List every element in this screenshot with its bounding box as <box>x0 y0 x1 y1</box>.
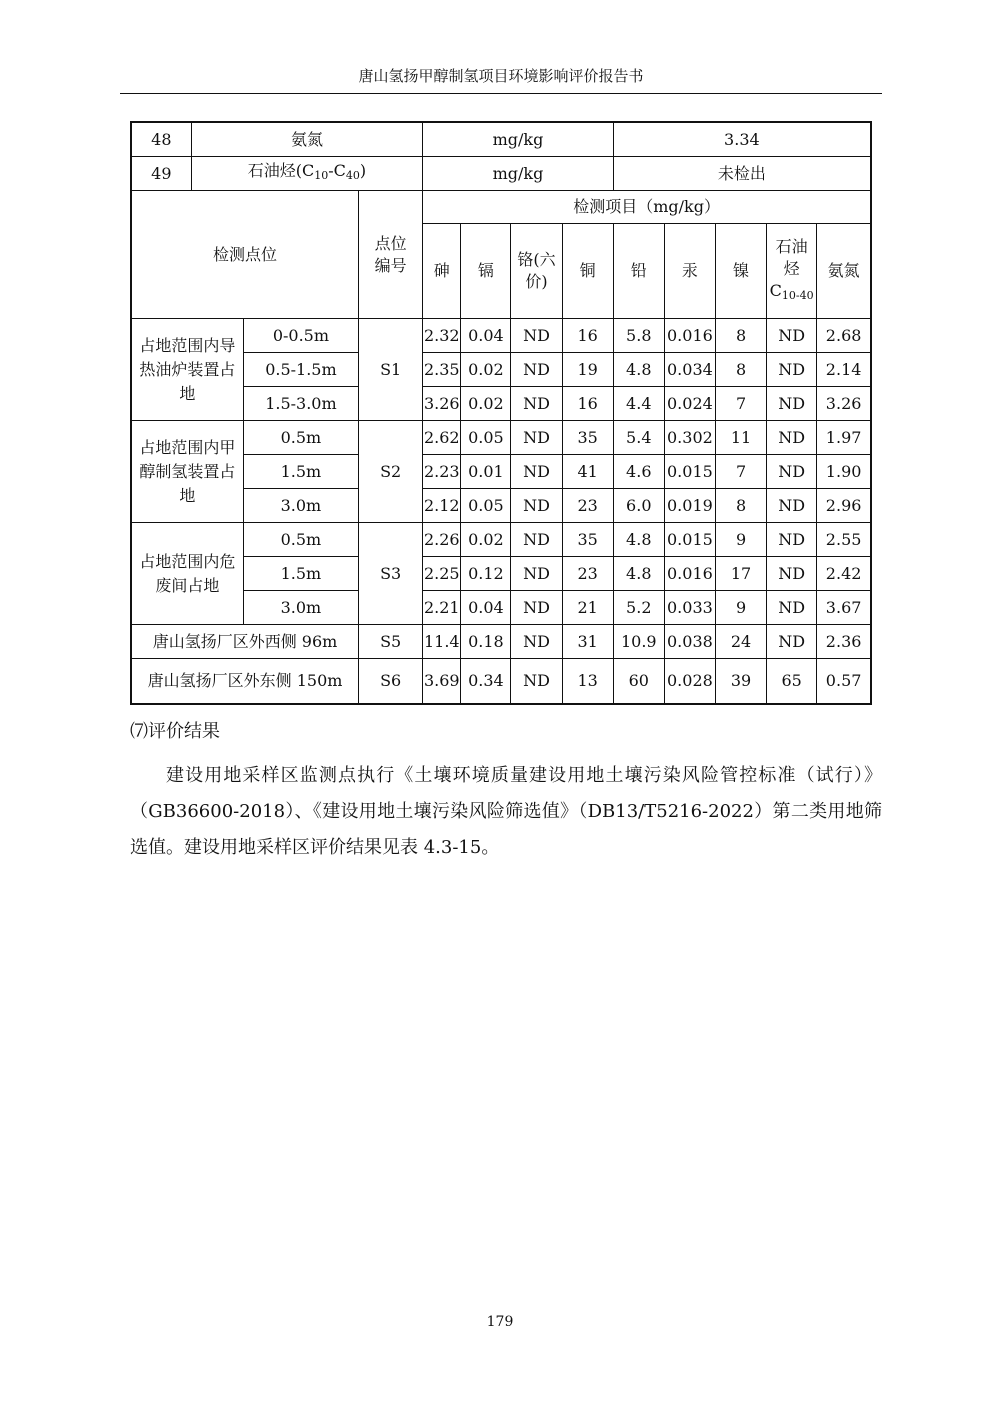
location-cell: 占地范围内甲 醇制氢装置占 地 <box>131 421 243 523</box>
point-header: 点位 编号 <box>359 191 423 319</box>
value-cell: 2.62 <box>423 421 461 455</box>
value-cell: ND <box>767 319 817 353</box>
value-cell: ND <box>511 625 562 659</box>
value-cell: 8 <box>715 319 766 353</box>
table-row <box>131 122 871 157</box>
value-cell: 35 <box>562 523 613 557</box>
value-cell: ND <box>767 591 817 625</box>
header-rule <box>120 93 882 94</box>
table-row <box>131 625 871 659</box>
depth-cell: 1.5-3.0m <box>243 387 358 421</box>
location-cell: 占地范围内危 废间占地 <box>131 523 243 625</box>
value-cell: 9 <box>715 591 766 625</box>
page-header: 唐山氢扬甲醇制氢项目环境影响评价报告书 <box>358 67 644 85</box>
depth-cell: 3.0m <box>243 591 358 625</box>
value-cell: 11 <box>715 421 766 455</box>
item-name: 石油烃$(C_{10}-C_{40})$ <box>191 157 423 191</box>
value-cell: ND <box>767 625 817 659</box>
body-paragraph: 建设用地采样区监测点执行《土壤环境质量建设用地土壤污染风险管控标准（试行）》（GB36600-2018）、《建设用地土壤污染风险筛选值》（DB13/T5216-2022）第二类用地筛选值。建设用地采样区评价结果见表 4.3-15。 <box>130 765 882 858</box>
value-cell: 0.028 <box>664 659 715 705</box>
col-copper: 铜 <box>562 224 613 319</box>
value-cell: ND <box>767 489 817 523</box>
value-cell: 2.26 <box>423 523 461 557</box>
value-cell: 0.302 <box>664 421 715 455</box>
location-cell: 唐山氢扬厂区外东侧 150m <box>131 659 359 705</box>
col-cadmium: 镉 <box>461 224 511 319</box>
col-tph: 石油 烃 $C_{10-40}$ <box>767 224 817 319</box>
value-cell: 3.67 <box>817 591 871 625</box>
point-cell: S2 <box>359 421 423 523</box>
value-cell: 2.96 <box>817 489 871 523</box>
depth-cell: 0-0.5m <box>243 319 358 353</box>
point-cell: S5 <box>359 625 423 659</box>
value-cell: 0.01 <box>461 455 511 489</box>
value-cell: 0.04 <box>461 319 511 353</box>
value-cell: 0.05 <box>461 421 511 455</box>
value-cell: 2.25 <box>423 557 461 591</box>
value-cell: 5.8 <box>613 319 664 353</box>
location-cell: 占地范围内导 热油炉装置占 地 <box>131 319 243 421</box>
value-cell: 5.4 <box>613 421 664 455</box>
col-arsenic: 砷 <box>423 224 461 319</box>
value-cell: 3.69 <box>423 659 461 705</box>
value-cell: ND <box>767 557 817 591</box>
item-unit: mg/kg <box>423 157 613 191</box>
location-cell: 唐山氢扬厂区外西侧 96m <box>131 625 359 659</box>
row-number: 48 <box>131 122 191 157</box>
value-cell: 65 <box>767 659 817 705</box>
item-name: 氨氮 <box>191 122 423 157</box>
value-cell: ND <box>767 455 817 489</box>
table-row <box>131 421 871 455</box>
value-cell: 4.4 <box>613 387 664 421</box>
value-cell: 0.016 <box>664 557 715 591</box>
value-cell: 23 <box>562 557 613 591</box>
table-row <box>131 659 871 705</box>
value-cell: 2.14 <box>817 353 871 387</box>
value-cell: 4.8 <box>613 557 664 591</box>
value-cell: 16 <box>562 387 613 421</box>
value-cell: 0.18 <box>461 625 511 659</box>
value-cell: 4.8 <box>613 353 664 387</box>
value-cell: ND <box>767 387 817 421</box>
value-cell: ND <box>511 523 562 557</box>
depth-cell: 3.0m <box>243 489 358 523</box>
value-cell: 7 <box>715 387 766 421</box>
point-cell: S1 <box>359 319 423 421</box>
value-cell: 0.02 <box>461 387 511 421</box>
value-cell: ND <box>511 489 562 523</box>
value-cell: 41 <box>562 455 613 489</box>
col-chromium: 铬(六 价) <box>511 224 562 319</box>
value-cell: 2.35 <box>423 353 461 387</box>
value-cell: ND <box>511 591 562 625</box>
value-cell: 0.34 <box>461 659 511 705</box>
item-value: 未检出 <box>613 157 871 191</box>
depth-cell: 1.5m <box>243 557 358 591</box>
value-cell: 1.90 <box>817 455 871 489</box>
table-header-row <box>131 191 871 224</box>
value-cell: 8 <box>715 353 766 387</box>
value-cell: 39 <box>715 659 766 705</box>
value-cell: 11.4 <box>423 625 461 659</box>
row-number: 49 <box>131 157 191 191</box>
value-cell: 0.02 <box>461 353 511 387</box>
value-cell: ND <box>511 353 562 387</box>
value-cell: 21 <box>562 591 613 625</box>
value-cell: 2.12 <box>423 489 461 523</box>
value-cell: 23 <box>562 489 613 523</box>
value-cell: 0.05 <box>461 489 511 523</box>
value-cell: 2.21 <box>423 591 461 625</box>
value-cell: 13 <box>562 659 613 705</box>
soil-monitoring-table <box>130 121 872 705</box>
value-cell: 24 <box>715 625 766 659</box>
value-cell: 0.024 <box>664 387 715 421</box>
value-cell: 3.26 <box>423 387 461 421</box>
value-cell: 60 <box>613 659 664 705</box>
page-number: 179 <box>486 1314 514 1330</box>
value-cell: 35 <box>562 421 613 455</box>
col-lead: 铅 <box>613 224 664 319</box>
value-cell: ND <box>511 659 562 705</box>
value-cell: 2.32 <box>423 319 461 353</box>
value-cell: 7 <box>715 455 766 489</box>
value-cell: 0.04 <box>461 591 511 625</box>
item-unit: mg/kg <box>423 122 613 157</box>
value-cell: 4.8 <box>613 523 664 557</box>
value-cell: ND <box>767 523 817 557</box>
value-cell: 0.038 <box>664 625 715 659</box>
table-row <box>131 523 871 557</box>
table-row <box>131 157 871 191</box>
value-cell: 17 <box>715 557 766 591</box>
value-cell: 0.019 <box>664 489 715 523</box>
value-cell: 0.015 <box>664 455 715 489</box>
value-cell: ND <box>511 557 562 591</box>
value-cell: 16 <box>562 319 613 353</box>
col-nickel: 镍 <box>715 224 766 319</box>
value-cell: 4.6 <box>613 455 664 489</box>
value-cell: 3.26 <box>817 387 871 421</box>
value-cell: 10.9 <box>613 625 664 659</box>
location-header: 检测点位 <box>131 191 359 319</box>
value-cell: 9 <box>715 523 766 557</box>
depth-cell: 0.5m <box>243 523 358 557</box>
value-cell: 5.2 <box>613 591 664 625</box>
value-cell: 2.55 <box>817 523 871 557</box>
section-heading: ⑺评价结果 <box>130 721 220 742</box>
value-cell: 19 <box>562 353 613 387</box>
value-cell: ND <box>511 387 562 421</box>
point-cell: S3 <box>359 523 423 625</box>
value-cell: ND <box>511 319 562 353</box>
value-cell: 0.57 <box>817 659 871 705</box>
depth-cell: 1.5m <box>243 455 358 489</box>
depth-cell: 0.5-1.5m <box>243 353 358 387</box>
item-value: 3.34 <box>613 122 871 157</box>
value-cell: 0.015 <box>664 523 715 557</box>
col-ammonia: 氨氮 <box>817 224 871 319</box>
value-cell: ND <box>767 421 817 455</box>
value-cell: 2.68 <box>817 319 871 353</box>
value-cell: 0.033 <box>664 591 715 625</box>
value-cell: 0.12 <box>461 557 511 591</box>
point-cell: S6 <box>359 659 423 705</box>
value-cell: ND <box>767 353 817 387</box>
value-cell: 31 <box>562 625 613 659</box>
value-cell: 6.0 <box>613 489 664 523</box>
table-row <box>131 319 871 353</box>
value-cell: 2.36 <box>817 625 871 659</box>
items-header: 检测项目（mg/kg） <box>423 191 871 224</box>
col-mercury: 汞 <box>664 224 715 319</box>
depth-cell: 0.5m <box>243 421 358 455</box>
value-cell: ND <box>511 421 562 455</box>
value-cell: 0.02 <box>461 523 511 557</box>
value-cell: 8 <box>715 489 766 523</box>
value-cell: 0.016 <box>664 319 715 353</box>
value-cell: 2.42 <box>817 557 871 591</box>
value-cell: 2.23 <box>423 455 461 489</box>
value-cell: ND <box>511 455 562 489</box>
value-cell: 0.034 <box>664 353 715 387</box>
value-cell: 1.97 <box>817 421 871 455</box>
